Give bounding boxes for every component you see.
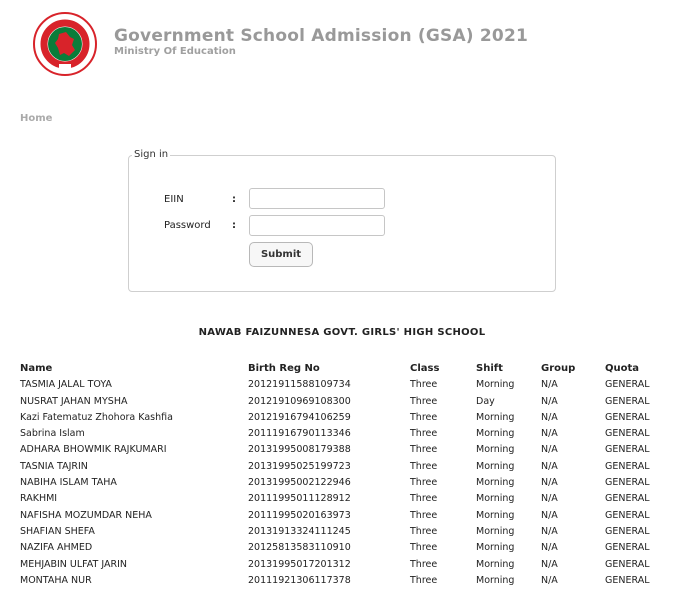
- table-row: [0, 477, 684, 493]
- cell-class: Three: [410, 510, 438, 521]
- cell-quota: GENERAL: [605, 444, 650, 455]
- cell-class: Three: [410, 477, 438, 488]
- cell-class: Three: [410, 526, 438, 537]
- cell-shift: Morning: [476, 542, 515, 553]
- school-name-heading: NAWAB FAIZUNNESA GOVT. GIRLS' HIGH SCHOOL: [198, 327, 486, 338]
- cell-name: TASNIA TAJRIN: [20, 461, 88, 472]
- cell-shift: Day: [476, 395, 495, 407]
- eiin-label: EIIN: [164, 194, 184, 205]
- cell-name: MONTAHA NUR: [20, 575, 92, 586]
- cell-birth-reg: 20121916794106259: [248, 412, 351, 423]
- cell-group: N/A: [541, 444, 558, 455]
- cell-name: NUSRAT JAHAN MYSHA: [20, 395, 128, 407]
- cell-birth-reg: 20125813583110910: [248, 542, 351, 553]
- cell-quota: GENERAL: [605, 542, 650, 553]
- header-birth-reg: Birth Reg No: [248, 363, 320, 374]
- cell-name: RAKHMI: [20, 493, 58, 504]
- cell-quota: GENERAL: [605, 412, 650, 423]
- cell-birth-reg: 20111916790113346: [248, 428, 351, 439]
- cell-name: NAFISHA MOZUMDAR NEHA: [20, 510, 152, 521]
- cell-name: TASMIA JALAL TOYA: [20, 379, 112, 390]
- cell-shift: Morning: [476, 477, 515, 488]
- cell-name: NABIHA ISLAM TAHA: [20, 477, 117, 488]
- cell-birth-reg: 20131913324111245: [248, 526, 351, 537]
- cell-group: N/A: [541, 526, 558, 537]
- table-row: [0, 510, 684, 526]
- cell-birth-reg: 20131995008179388: [248, 444, 351, 455]
- cell-class: Three: [410, 559, 438, 570]
- app-title: Government School Admission (GSA) 2021: [114, 26, 529, 46]
- cell-class: Three: [410, 542, 438, 553]
- cell-class: Three: [410, 493, 438, 504]
- eiin-colon: :: [232, 194, 236, 205]
- table-header-row: [0, 363, 684, 379]
- password-label: Password: [164, 220, 211, 231]
- cell-group: N/A: [541, 510, 558, 521]
- table-row: [0, 412, 684, 428]
- table-row: [0, 575, 684, 591]
- cell-group: N/A: [541, 428, 558, 439]
- cell-group: N/A: [541, 493, 558, 504]
- header-quota: Quota: [605, 363, 640, 374]
- table-row: [0, 493, 684, 509]
- password-colon: :: [232, 220, 236, 231]
- cell-shift: Morning: [476, 379, 515, 390]
- cell-birth-reg: 20131995017201312: [248, 559, 351, 570]
- signin-legend: Sign in: [134, 149, 169, 160]
- cell-class: Three: [410, 428, 438, 439]
- cell-group: N/A: [541, 575, 558, 586]
- table-row: [0, 428, 684, 444]
- cell-shift: Morning: [476, 510, 515, 521]
- cell-class: Three: [410, 412, 438, 423]
- table-row: [0, 526, 684, 542]
- cell-name: SHAFIAN SHEFA: [20, 526, 95, 537]
- cell-quota: GENERAL: [605, 379, 650, 390]
- cell-group: N/A: [541, 379, 558, 390]
- cell-name: ADHARA BHOWMIK RAJKUMARI: [20, 444, 167, 455]
- government-seal-logo[interactable]: [33, 12, 97, 76]
- cell-class: Three: [410, 575, 438, 586]
- cell-quota: GENERAL: [605, 559, 650, 570]
- cell-group: N/A: [541, 559, 558, 570]
- cell-birth-reg: 20131995002122946: [248, 477, 351, 488]
- cell-shift: Morning: [476, 559, 515, 570]
- header-group: Group: [541, 363, 576, 374]
- cell-birth-reg: 20111995020163973: [248, 510, 351, 521]
- header-shift: Shift: [476, 363, 503, 374]
- password-input[interactable]: [249, 215, 385, 236]
- header-class: Class: [410, 363, 440, 374]
- cell-class: Three: [410, 395, 438, 407]
- cell-shift: Morning: [476, 428, 515, 439]
- cell-group: N/A: [541, 542, 558, 553]
- app-subtitle: Ministry Of Education: [114, 46, 236, 57]
- table-row: [0, 559, 684, 575]
- cell-name: Sabrina Islam: [20, 428, 85, 439]
- table-row: [0, 444, 684, 460]
- table-row: [0, 396, 684, 412]
- page-header: [0, 0, 684, 80]
- cell-quota: GENERAL: [605, 461, 650, 472]
- eiin-input[interactable]: [249, 188, 385, 209]
- cell-quota: GENERAL: [605, 526, 650, 537]
- cell-group: N/A: [541, 412, 558, 423]
- cell-shift: Morning: [476, 412, 515, 423]
- cell-birth-reg: 20121911588109734: [248, 379, 351, 390]
- cell-shift: Morning: [476, 493, 515, 504]
- cell-quota: GENERAL: [605, 477, 650, 488]
- cell-group: N/A: [541, 461, 558, 472]
- cell-quota: GENERAL: [605, 510, 650, 521]
- breadcrumb-home-link[interactable]: Home: [20, 113, 53, 124]
- table-row: [0, 461, 684, 477]
- signin-form: [128, 149, 556, 292]
- cell-quota: GENERAL: [605, 493, 650, 504]
- cell-group: N/A: [541, 395, 558, 407]
- header-name: Name: [20, 363, 53, 374]
- cell-class: Three: [410, 461, 438, 472]
- table-row: [0, 542, 684, 558]
- cell-shift: Morning: [476, 526, 515, 537]
- cell-group: N/A: [541, 477, 558, 488]
- cell-class: Three: [410, 379, 438, 390]
- cell-shift: Morning: [476, 444, 515, 455]
- cell-shift: Morning: [476, 461, 515, 472]
- cell-birth-reg: 20111921306117378: [248, 575, 351, 586]
- cell-birth-reg: 20111995011128912: [248, 493, 351, 504]
- cell-name: MEHJABIN ULFAT JARIN: [20, 559, 127, 570]
- cell-name: Kazi Fatematuz Zhohora Kashfia: [20, 412, 173, 423]
- cell-quota: GENERAL: [605, 575, 650, 586]
- cell-quota: GENERAL: [605, 395, 650, 407]
- submit-button[interactable]: Submit: [249, 242, 313, 267]
- cell-class: Three: [410, 444, 438, 455]
- cell-quota: GENERAL: [605, 428, 650, 439]
- cell-birth-reg: 20131995025199723: [248, 461, 351, 472]
- cell-name: NAZIFA AHMED: [20, 542, 93, 553]
- table-row: [0, 379, 684, 395]
- cell-birth-reg: 20121910969108300: [248, 395, 351, 407]
- cell-shift: Morning: [476, 575, 515, 586]
